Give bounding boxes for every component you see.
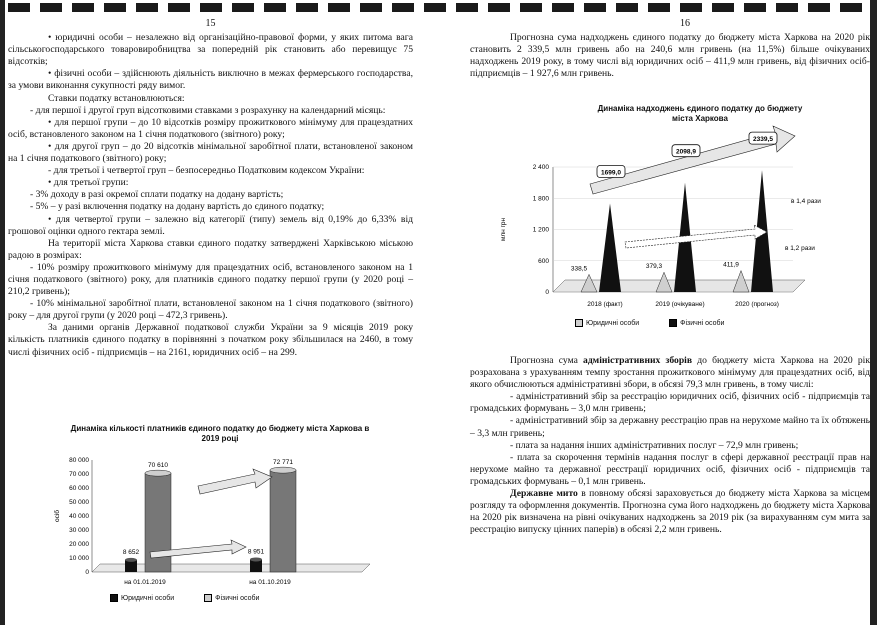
scan-top-band (0, 0, 877, 16)
scan-mark (552, 3, 574, 12)
y-axis-label: млн грн (500, 217, 507, 242)
scan-mark (328, 3, 350, 12)
legend-item: Фізичні особи (669, 319, 724, 327)
scan-mark (40, 3, 62, 12)
total-label: 1699,0 (601, 169, 621, 177)
scan-mark (8, 3, 30, 12)
chart-legend (110, 594, 287, 604)
admin-item: - плата за надання інших адміністративних послуг – 72,9 млн гривень; (510, 439, 799, 451)
scan-mark (712, 3, 734, 12)
y-tick-label: 80 000 (69, 457, 89, 464)
annotation: в 1,4 рази (791, 198, 821, 205)
scan-mark (136, 3, 158, 12)
data-label: 70 610 (148, 462, 168, 470)
legend-item: Юридичні особи (575, 319, 639, 327)
paragraph: За даними органів Державної податкової служби України за 9 місяців 2019 року кількість платників єдиного податку в порівнянні з початком року збільшилася на 2460, в тому числі фізичних осіб - підприємців – на 2161, юридичних осіб – на 299. (8, 322, 413, 358)
revenue-chart-plot (495, 124, 840, 314)
left-page (8, 18, 413, 359)
bar-legal-cap (125, 558, 137, 562)
data-label: 8 951 (247, 548, 265, 556)
right-page-lower (470, 355, 870, 536)
right-page (470, 18, 870, 80)
admin-item: - адміністративний збір за державну реєстрацію прав на нерухоме майно та їх обтяжень – 3,3 млн гривень; (470, 415, 870, 439)
scan-mark (72, 3, 94, 12)
x-tick-label: 2018 (факт) (587, 301, 623, 308)
revenue-chart (495, 104, 840, 334)
total-label: 2098,9 (676, 148, 696, 156)
paragraph: • для третьої групи: (48, 177, 129, 189)
y-tick-label: 10 000 (69, 555, 89, 562)
page-number: 15 (205, 18, 216, 29)
scan-mark (488, 3, 510, 12)
annotation: в 1,2 рази (785, 245, 815, 252)
paragraph: • для першої групи – до 10 відсотків розміру прожиткового мінімуму для працездатних осіб, встановленого законом на 1 січня податкового (звітного) року; (8, 116, 413, 140)
paragraph: - для третьої і четвертої груп – безпосередньо Податковим кодексом України: (48, 165, 365, 177)
paragraph: • для четвертої групи – залежно від категорії (типу) земель від 0,19% до 6,33% від грошової оцінки одного гектара землі. (8, 213, 413, 237)
y-axis-label: осіб (54, 509, 61, 523)
scan-mark (808, 3, 830, 12)
pyramid-individual (599, 204, 621, 292)
paragraph: - 5% – у разі включення податку на додану вартість до єдиного податку; (30, 201, 325, 213)
scan-mark (520, 3, 542, 12)
data-label: 411,9 (723, 261, 739, 269)
x-tick-label: на 01.10.2019 (249, 579, 291, 586)
paragraph: - для першої і другої груп відсотковими ставками з розрахунку на календарний місяць: (30, 104, 386, 116)
y-tick-label: 70 000 (69, 471, 89, 478)
scan-mark (616, 3, 638, 12)
data-label: 72 771 (273, 459, 293, 467)
admin-item: - адміністративний збір за реєстрацію юридичних осіб, фізичних осіб - підприємців та громадських формувань – 3,0 млн гривень; (470, 391, 870, 415)
y-tick-label: 0 (545, 289, 549, 296)
x-tick-label: 2019 (очікуване) (655, 301, 705, 308)
scan-mark (680, 3, 702, 12)
scan-mark (840, 3, 862, 12)
scan-left-edge (0, 0, 5, 625)
legend-item: Фізичні особи (204, 594, 259, 602)
payers-chart (50, 424, 380, 614)
scan-mark (104, 3, 126, 12)
bar-individual (270, 470, 296, 572)
y-tick-label: 1 800 (532, 195, 549, 203)
paragraph: - 10% мінімальної заробітної плати, встановленої законом на 1 січня податкового (звітного) року – для другої групи (у 2020 році – 472,3 гривень). (8, 298, 413, 322)
y-tick-label: 40 000 (69, 513, 89, 520)
admin-item: - плата за скорочення термінів надання послуг в сфері державної реєстрації прав на нерухоме майно та державної реєстрації юридичних осіб, фізичних осіб - підприємців та громадських формувань – 0,1 млн гривень. (470, 451, 870, 487)
data-label: 379,3 (645, 263, 663, 271)
bar-individual-cap (270, 467, 296, 473)
chart-legend (575, 319, 752, 329)
scan-mark (264, 3, 286, 12)
chart-title: Динаміка надходжень єдиного податку до бюджету міста Харкова (597, 104, 803, 123)
x-tick-label: на 01.01.2019 (124, 579, 166, 586)
x-tick-label: 2020 (прогноз) (735, 301, 779, 308)
y-tick-label: 60 000 (69, 485, 89, 492)
paragraph: • фізичні особи – здійснюють діяльність виключно в межах фермерського господарства, за умови виконання сукупності ряду вимог. (8, 68, 413, 92)
scan-mark (232, 3, 254, 12)
scan-mark (584, 3, 606, 12)
y-tick-label: 0 (85, 569, 89, 576)
scan-mark (424, 3, 446, 12)
y-tick-label: 2 400 (532, 164, 549, 171)
bar-legal-cap (250, 557, 262, 561)
growth-arrow-top (198, 469, 272, 494)
legend-item: Юридичні особи (110, 594, 174, 602)
y-tick-label: 1 200 (532, 226, 549, 234)
scan-mark (296, 3, 318, 12)
total-label: 2339,5 (753, 136, 773, 144)
scan-mark (744, 3, 766, 12)
bar-individual-cap (145, 470, 171, 476)
page-number: 16 (680, 18, 690, 29)
paragraph-intro: Прогнозна сума надходжень єдиного податку до бюджету міста Харкова на 2020 рік становить 2 339,5 млн гривень або на 240,6 млн гривень (на 11,5%) більше очікуваних надходжень 2019 року, в тому числі від юридичних осіб – 411,9 млн гривень, від фізичних осіб-підприємців – 1 927,6 млн гривень. (470, 32, 870, 80)
y-tick-label: 50 000 (69, 499, 89, 506)
scan-mark (776, 3, 798, 12)
scan-mark (648, 3, 670, 12)
scan-right-edge (870, 0, 877, 625)
growth-arrow-mid (625, 225, 767, 248)
payers-chart-plot (50, 444, 380, 594)
scan-mark (456, 3, 478, 12)
y-tick-label: 20 000 (69, 541, 89, 548)
paragraph-duty: Державне мито в повному обсязі зараховується до бюджету міста Харкова за місцем розгляду та оформлення документів. Прогнозна сума його надходжень до бюджету міста Харкова на 2020 рік визначена на рівні очікуваних надходжень за 2019 рік (за вирахуванням сум мита за реєстрацію випуску цінних паперів) в обсязі 2,2 млн гривень. (470, 488, 870, 536)
chart-title: Динаміка кількості платників єдиного податку до бюджету міста Харкова в 2019 році (70, 424, 370, 443)
scan-mark (392, 3, 414, 12)
data-label: 338,5 (570, 265, 588, 273)
scan-mark (360, 3, 382, 12)
paragraph: • юридичні особи – незалежно від організаційно-правової форми, у яких питома вага сільськогосподарського товаровиробництва за попередній рік становить або перевищує 75 відсотків; (8, 32, 413, 68)
paragraph: - 3% доходу в разі окремої сплати податку на додану вартість; (30, 189, 284, 201)
paragraph: Ставки податку встановлюються: (48, 92, 185, 104)
paragraph: - 10% розміру прожиткового мінімуму для працездатних осіб, встановленого законом на 1 січня податкового (звітного) року, для платників єдиного податку першої групи (у 2020 році – 210,2 гривень); (8, 261, 413, 298)
y-tick-label: 600 (538, 257, 549, 265)
paragraph-admin: Прогнозна сума адміністративних зборів до бюджету міста Харкова на 2020 рік розрахована з урахуванням темпу зростання прожиткового мінімуму для працездатних осіб, від якого обчислюються адміністративні збори, в обсязі 79,3 млн гривень, в тому числі: (470, 355, 871, 391)
scan-mark (200, 3, 222, 12)
paragraph: • для другої груп – до 20 відсотків мінімальної заробітної плати, встановленої законом на 1 січня податкового (звітного) року; (8, 140, 413, 165)
paragraph: На території міста Харкова ставки єдиного податку затверджені Харківською міською радою в розмірах: (8, 237, 413, 261)
scan-mark (168, 3, 190, 12)
data-label: 8 652 (122, 548, 140, 556)
y-tick-label: 30 000 (69, 527, 89, 534)
